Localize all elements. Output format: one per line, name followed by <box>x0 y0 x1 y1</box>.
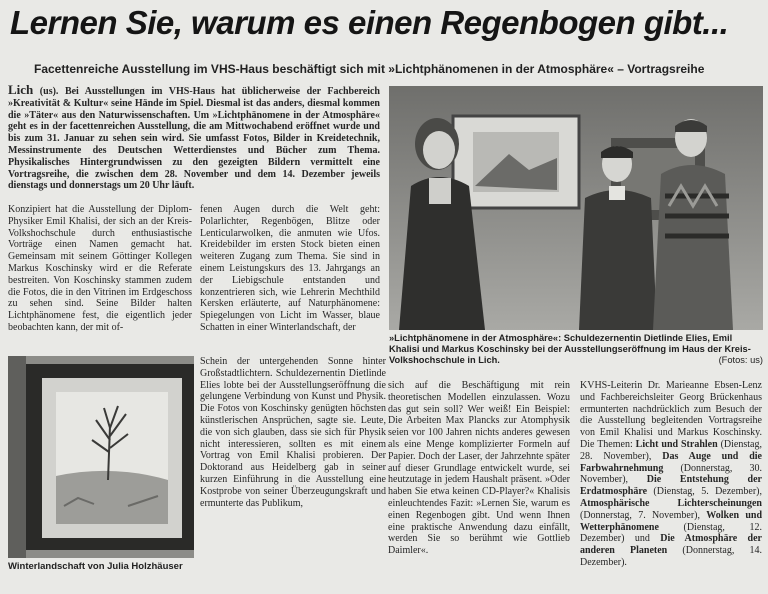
photo-credit: (Fotos: us) <box>718 355 763 366</box>
topic-date: (Dienstag, 12. Dezember) und <box>580 521 762 545</box>
article-column-2-continued: Schein der untergehenden Sonne hinter Großstadtlichtern. Schuldezernentin Dietlinde Elies lobte bei der Ausstellungseröffnung die gelungene Verbindung von Kunst und Physik. Die Fotos von Koschinsky genügten höchsten künstlerischen Ansprüchen, sagte sie. Leute, die von sich glauben, dass sie sich für Physik nicht interessieren, sollten es mit einem Vortrag von Emil Khalisi probieren. Der Doktorand aus Heidelberg gab in seiner kurzen Einführung in die Ausstellung eine Kostprobe von seiner Überzeugungskraft und ermunterte das Publikum, <box>200 356 386 509</box>
article-column-4 <box>580 380 762 569</box>
headline: Lernen Sie, warum es einen Regenbogen gibt... <box>10 4 729 41</box>
topic-title: Die Atmosphäre der anderen Planeten <box>580 533 762 557</box>
topic-title: Wolken und Wetterphänomene <box>580 509 762 533</box>
lead-text: (us). Bei Ausstellungen im VHS-Haus hat üblicherweise der Fachbereich »Kreativität & Kultur« seine Hände im Spiel. Diesmal ist das anders, diesmal kommen die »Täter« aus den Naturwissenschaften. Um »Lichtphänomene in der Atmosphäre« geht es in der facettenreichen Ausstellung, die am Mittwochabend eröffnet wurde und bis zum 31. Januar zu sehen sein wird. Sie umfasst Fotos, Bilder in Kreidetechnik, Messinstrumente des Deutschen Wetterdienstes und Bücher zum Thema. Physikalisches Hintergrundwissen zu den gezeigten Bildern vermittelt eine Vortragsreihe, die zwischen dem 28. November und dem 14. Dezember jeweils dienstags und donnerstags um 20 Uhr läuft. <box>8 86 380 192</box>
lecture-intro: KVHS-Leiterin Dr. Marieanne Ebsen-Lenz und Fachbereichsleiter Georg Brückenhaus ermunterten nachdrücklich zum Besuch der die Ausstellung begleitenden Vortragsreihe von Emil Khalisi und Markus Koschinsky. Die Themen: <box>580 380 762 450</box>
photo-caption <box>389 333 763 367</box>
topic-date: (Donnerstag, 14. Dezember). <box>580 545 762 568</box>
topic-title: Atmosphärische Lichterscheinungen <box>580 497 762 509</box>
topic-title: Das Auge und die Farbwahrnehmung <box>580 450 762 474</box>
topic-date: (Donnerstag, 30. November), <box>580 462 762 486</box>
photo-caption-text: »Lichtphänomene in der Atmosphäre«: Schuldezernentin Dietlinde Elies, Emil Khalisi und Markus Koschinsky bei der Ausstellungseröffnung im Haus der Kreis-Volkshochschule in Lich. <box>389 333 751 366</box>
topic-date: (Dienstag, 28. November), <box>580 438 762 462</box>
topic-title: Licht und Strahlen <box>635 438 718 450</box>
exhibition-opening-photo <box>389 86 763 330</box>
lead-paragraph <box>8 84 380 192</box>
painting-caption: Winterlandschaft von Julia Holzhäuser <box>8 561 183 572</box>
topic-date: (Dienstag, 5. Dezember), <box>647 486 762 498</box>
article-column-2: fenen Augen durch die Welt geht: Polarlichter, Regenbögen, Blitze oder Lenticularwolken, die anmuten wie Ufos. Kreidebilder im ersten Stock bieten einen weiteren Zugang zum Thema. Sie sind in einem Leistungskurs des 13. Jahrgangs an der Liebigschule entstanden und konzentrieren sich, wie Lehrerin Mechthild Kersken erläuterte, auf Naturphänomene: Spiegelungen von Licht im Wasser, blaue Schatten in einer Winterlandschaft, der <box>200 204 380 333</box>
lead-dropcap: Lich <box>8 82 34 97</box>
topic-date: (Donnerstag, 7. November), <box>580 509 707 521</box>
subheadline: Facettenreiche Ausstellung im VHS-Haus beschäftigt sich mit »Lichtphänomenen in der Atmosphäre« – Vortragsreihe <box>34 62 705 76</box>
topic-title: Die Entstehung der Erdatmosphäre <box>580 474 762 498</box>
painting-photo <box>8 356 194 558</box>
article-column-3: sich auf die Beschäftigung mit rein theoretischen Modellen einzulassen. Wozu das gut sein soll? Wer weiß! Ein Beispiel: Die Arbeiten Max Plancks zur Atomphysik seien vor 100 Jahren nichts anderes gewesen als eine Menge komplizierter Formeln auf Papier. Doch der Laser, der Jahrzehnte später auf dieser Grundlage entwickelt wurde, sei heutzutage in jedem Haushalt präsent. »Oder haben Sie etwa keinen CD-Player?« Khalisis einleuchtendes Fazit: »Lernen Sie, warum es einen Regenbogen gibt. Und wenn Ihnen eine praktische Anwendung dazu einfällt, werden Sie so berühmt wie Gottlieb Daimler«. <box>388 380 570 557</box>
article-column-1: Konzipiert hat die Ausstellung der Diplom-Physiker Emil Khalisi, der sich an der Kreis-Volkshochschule durch enthusiastische Vorträge einen Namen gemacht hat. Gemeinsam mit seinem Göttinger Kollegen Markus Koschinsky wird er die Referate bestreiten. Von Koschinsky stammen zudem die Fotos, die in den Vitrinen im Erdgeschoss zu sehen sind. Seine Bilder halten Lichtphänomene fest, die eigentlich jeder beobachten kann, der mit of- <box>8 204 192 333</box>
